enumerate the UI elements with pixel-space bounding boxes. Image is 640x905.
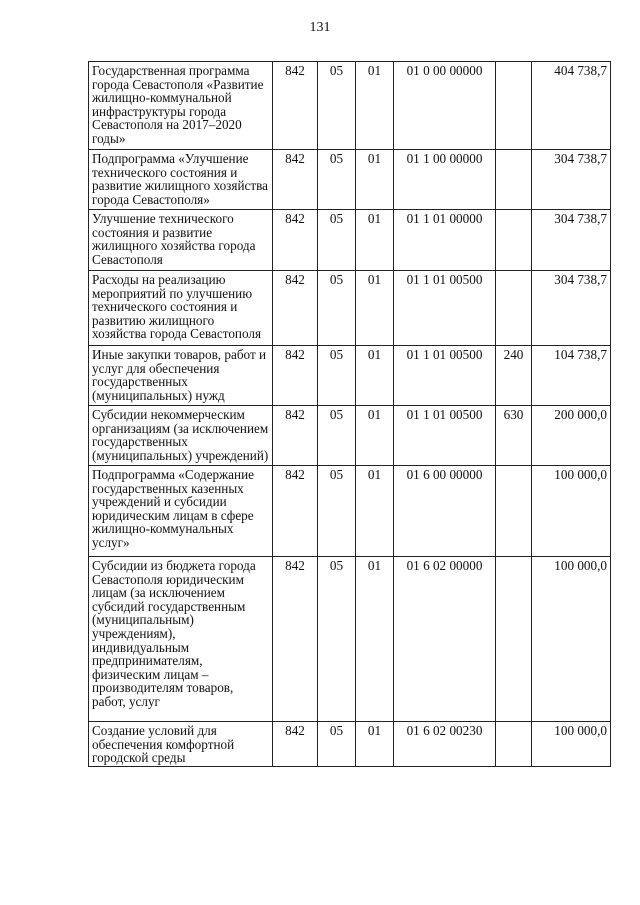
row-section-code: 05 — [318, 62, 356, 150]
row-subsection-code: 01 — [356, 406, 394, 466]
table-row — [89, 466, 611, 557]
row-expense-type — [496, 557, 532, 722]
table-row — [89, 557, 611, 722]
row-amount: 104 738,7 — [532, 346, 611, 406]
row-amount: 100 000,0 — [532, 722, 611, 767]
row-admin-code: 842 — [273, 406, 318, 466]
row-target-code: 01 1 01 00500 — [394, 346, 496, 406]
row-admin-code: 842 — [273, 722, 318, 767]
row-section-code: 05 — [318, 210, 356, 271]
row-name: Создание условий для обеспечения комфортной городской среды — [89, 722, 273, 767]
row-target-code: 01 1 01 00000 — [394, 210, 496, 271]
row-subsection-code: 01 — [356, 210, 394, 271]
row-amount: 200 000,0 — [532, 406, 611, 466]
row-amount: 100 000,0 — [532, 557, 611, 722]
row-subsection-code: 01 — [356, 722, 394, 767]
page-number: 131 — [309, 20, 331, 35]
row-section-code: 05 — [318, 150, 356, 210]
row-name: Иные закупки товаров, работ и услуг для обеспечения государственных (муниципальных) нужд — [89, 346, 273, 406]
row-expense-type: 630 — [496, 406, 532, 466]
row-name: Улучшение технического состояния и развитие жилищного хозяйства города Севастополя — [89, 210, 273, 271]
table-row — [89, 150, 611, 210]
row-subsection-code: 01 — [356, 346, 394, 406]
table-row — [89, 62, 611, 150]
row-expense-type: 240 — [496, 346, 532, 406]
table-row — [89, 346, 611, 406]
row-admin-code: 842 — [273, 210, 318, 271]
row-section-code: 05 — [318, 406, 356, 466]
row-expense-type — [496, 271, 532, 346]
row-section-code: 05 — [318, 466, 356, 557]
row-subsection-code: 01 — [356, 557, 394, 722]
row-subsection-code: 01 — [356, 150, 394, 210]
row-section-code: 05 — [318, 346, 356, 406]
budget-table — [88, 61, 611, 767]
row-target-code: 01 6 02 00230 — [394, 722, 496, 767]
table-row — [89, 210, 611, 271]
row-section-code: 05 — [318, 557, 356, 722]
row-name: Подпрограмма «Улучшение технического состояния и развитие жилищного хозяйства города Севастополя» — [89, 150, 273, 210]
row-name: Субсидии некоммерческим организациям (за исключением государственных (муниципальных) учреждений) — [89, 406, 273, 466]
row-amount: 304 738,7 — [532, 150, 611, 210]
row-subsection-code: 01 — [356, 271, 394, 346]
row-subsection-code: 01 — [356, 62, 394, 150]
table-row — [89, 406, 611, 466]
row-amount: 304 738,7 — [532, 271, 611, 346]
row-section-code: 05 — [318, 271, 356, 346]
row-expense-type — [496, 722, 532, 767]
row-target-code: 01 6 00 00000 — [394, 466, 496, 557]
row-target-code: 01 1 01 00500 — [394, 271, 496, 346]
row-admin-code: 842 — [273, 62, 318, 150]
row-amount: 404 738,7 — [532, 62, 611, 150]
row-expense-type — [496, 466, 532, 557]
row-name: Подпрограмма «Содержание государственных казенных учреждений и субсидии юридическим лицам в сфере жилищно-коммунальных услуг» — [89, 466, 273, 557]
row-amount: 304 738,7 — [532, 210, 611, 271]
row-amount: 100 000,0 — [532, 466, 611, 557]
row-subsection-code: 01 — [356, 466, 394, 557]
row-target-code: 01 6 02 00000 — [394, 557, 496, 722]
table-row — [89, 722, 611, 767]
row-target-code: 01 1 01 00500 — [394, 406, 496, 466]
row-section-code: 05 — [318, 722, 356, 767]
row-name: Расходы на реализацию мероприятий по улучшению технического состояния и развитию жилищного хозяйства города Севастополя — [89, 271, 273, 346]
row-name: Субсидии из бюджета города Севастополя юридическим лицам (за исключением субсидий государственным (муниципальным) учреждениям), индивидуальным предпринимателям, физическим лицам – производителям товаров, работ, услуг — [89, 557, 273, 722]
row-expense-type — [496, 210, 532, 271]
row-admin-code: 842 — [273, 346, 318, 406]
table-row — [89, 271, 611, 346]
row-target-code: 01 0 00 00000 — [394, 62, 496, 150]
row-expense-type — [496, 150, 532, 210]
row-admin-code: 842 — [273, 557, 318, 722]
row-admin-code: 842 — [273, 150, 318, 210]
row-target-code: 01 1 00 00000 — [394, 150, 496, 210]
row-admin-code: 842 — [273, 466, 318, 557]
row-expense-type — [496, 62, 532, 150]
row-admin-code: 842 — [273, 271, 318, 346]
row-name: Государственная программа города Севастополя «Развитие жилищно-коммунальной инфраструктуры города Севастополя на 2017–2020 годы» — [89, 62, 273, 150]
